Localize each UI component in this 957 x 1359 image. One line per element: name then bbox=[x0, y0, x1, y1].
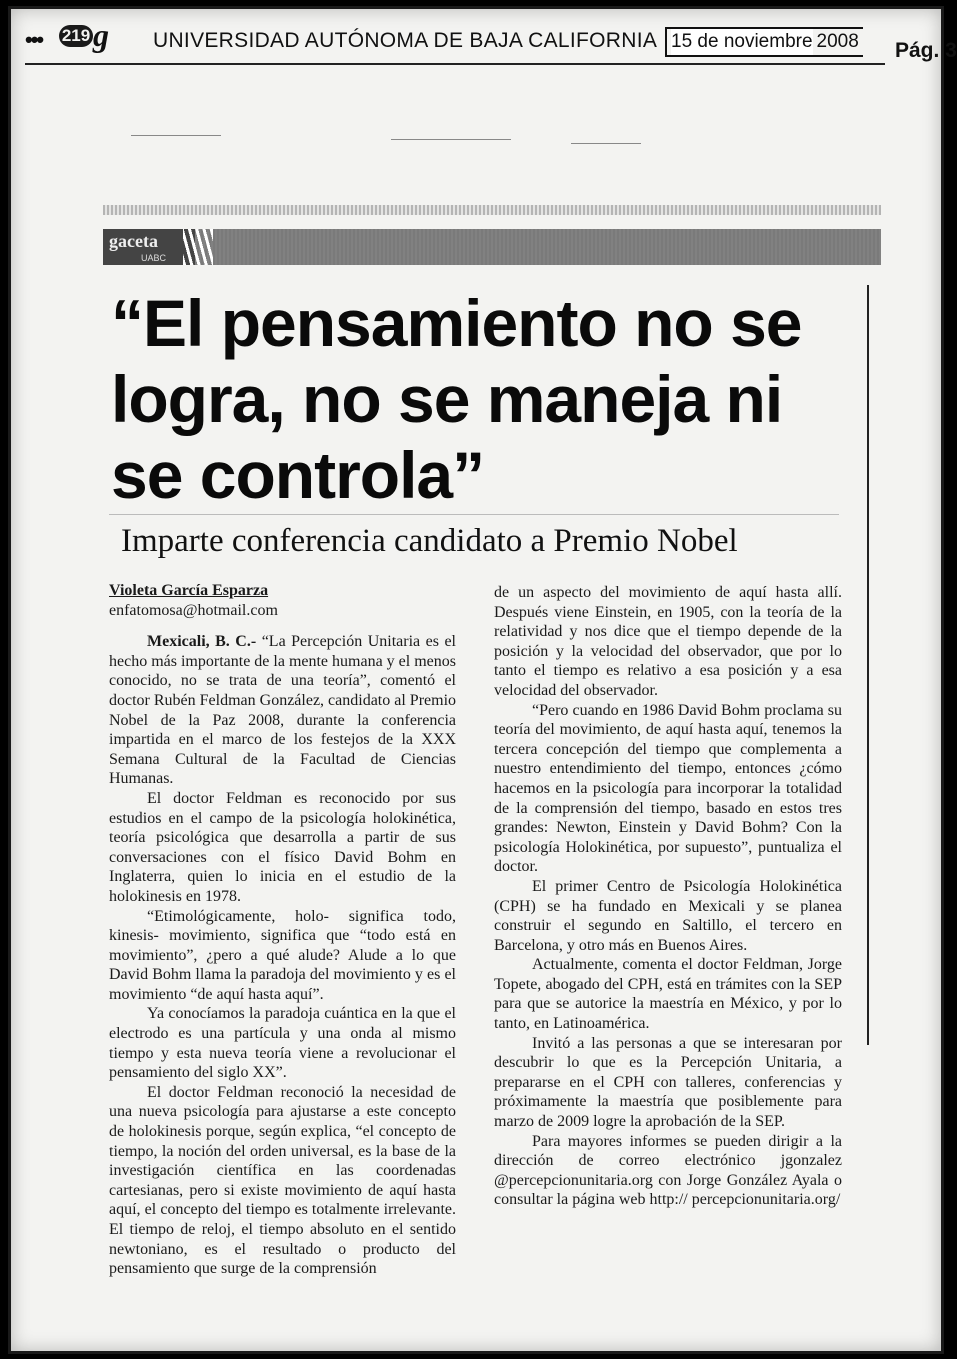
article-paragraph: Para mayores informes se pueden dirigir a la dirección de correo electrónico jgonzalez @percepcionunitaria.org con Jorge González Ayala o consultar la página web http:// percepcionunitaria.org/ bbox=[494, 1132, 842, 1209]
article-paragraph: El primer Centro de Psicología Holokinética (CPH) se ha fundado en Mexicali y se planea construir el segundo en Saltillo, el tercero en Barcelona, y otro más en Buenos Aires. bbox=[494, 877, 842, 954]
article-paragraph: “Pero cuando en 1986 David Bohm proclama su teoría del movimiento, de aquí hasta aquí, tenemos la tercera concepción del tiempo que complementa a nuestro entendimiento del tiempo, entonces ¿cómo hacemos en la psicología para incorporar la totalidad de la comprensión del tiempo, basado en estos tres grandes: Newton, Einstein y David Bohm? Con la psicología Holokinética, por supuesto”, puntualiza el doctor. bbox=[494, 701, 842, 876]
page-header bbox=[25, 17, 957, 63]
newspaper-clipping bbox=[8, 6, 957, 1354]
article-paragraph: de un aspecto del movimiento de aquí hasta allí. Después viene Einstein, en 1905, con la teoría de la relatividad y nos dice que el tiempo depende de la posición y la velocidad del observador, que por lo tanto el tiempo es relativo a esa posición y a esa velocidad del observador. bbox=[494, 584, 842, 699]
header-rule bbox=[25, 63, 885, 65]
article-column-right bbox=[494, 583, 842, 1210]
logo-stripes bbox=[183, 229, 213, 265]
article-paragraph: El doctor Feldman es reconocido por sus estudios en el campo de la psicología holokinética, teoría psicológica que desarrolla a partir de sus conversaciones con el físico David Bohm en Inglaterra, quien lo inicia en el estudio de la holokinesis en 1978. bbox=[109, 789, 456, 905]
article-subheadline: Imparte conferencia candidato a Premio Nobel bbox=[121, 523, 738, 559]
article-paragraph: Invitó a las personas a que se interesaran por descubrir lo que es la Percepción Unitaria, a prepararse en el CPH con talleres, conferencias y próximamente la maestría que posiblemente para marzo de 2009 logre la aprobación de la SEP. bbox=[494, 1034, 842, 1131]
article-paragraph bbox=[109, 632, 456, 789]
gaceta-logo-text: gaceta bbox=[109, 231, 158, 251]
article-headline: “El pensamiento no se logra, no se maneja ni se controla” bbox=[111, 286, 802, 512]
article-paragraph: Ya conocíamos la paradoja cuántica en la que el electrodo es una partícula y una onda al mismo tiempo y esta nueva teoría viene a revolucionar el pensamiento del siglo XX”. bbox=[109, 1005, 456, 1082]
header-dots: ••• bbox=[25, 27, 43, 52]
article-column-left bbox=[109, 581, 456, 1279]
paragraph-text: “La Percepción Unitaria es el hecho más importante de la mente humana y el menos conocido, no se trata de una teoría”, comentó el doctor Rubén Feldman González, candidato al Premio Nobel de la Paz 2008, durante la conferencia impartida en el marco de los festejos de la XXX Semana Cultural de la Facultad de Ciencias Humanas. bbox=[109, 633, 457, 788]
page-label: Pág. 3 bbox=[895, 39, 957, 62]
article-paragraph: Actualmente, comenta el doctor Feldman, Jorge Topete, abogado del CPH, está en trámites con la SEP para que se autorice la maestría en México, y por lo tanto, en Latinoamérica. bbox=[494, 956, 842, 1033]
gaceta-logo-subtext: UABC bbox=[141, 253, 167, 263]
author-email: enfatomosa@hotmail.com bbox=[109, 601, 278, 619]
dateline: Mexicali, B. C.- bbox=[147, 633, 257, 651]
article-paragraph: El doctor Feldman reconoció la necesidad de una nueva psicología para ajustarse a este concepto de holokinesis porque, según explica, “el concepto de tiempo, la noción del orden universal, es la base de la investigación científica en las coordenadas cartesianas, pero si existe movimiento de aquí hasta aquí, el concepto del tiempo es totalmente irrelevante. El tiempo de reloj, el tiempo absoluto en el sentido newtoniano, es el resultado o producto del pensamiento que surge de la comprensión bbox=[109, 1083, 456, 1278]
banner-texture bbox=[103, 205, 881, 215]
university-name: UNIVERSIDAD AUTÓNOMA DE BAJA CALIFORNIA bbox=[153, 29, 658, 52]
scan-speck bbox=[131, 135, 221, 136]
issue-year: 2008 bbox=[816, 31, 859, 52]
subhead-rule bbox=[109, 514, 839, 515]
issue-day-month: 15 de noviembre bbox=[671, 29, 813, 55]
article-paragraph: “Etimológicamente, holo- significa todo, kinesis- movimiento, significa que “todo está en movimiento”, ¿pero a qué alude? Alude a lo que David Bohm llama la paradoja del movimiento y es el movimiento “de aquí hasta aquí”. bbox=[109, 907, 456, 1003]
author-name: Violeta García Esparza bbox=[109, 582, 269, 599]
scan-speck bbox=[391, 139, 511, 140]
issue-date bbox=[665, 27, 863, 57]
column-rule bbox=[867, 285, 869, 1045]
issue-number-badge: 219 bbox=[59, 25, 93, 47]
gaceta-mark: g bbox=[93, 17, 109, 53]
scan-speck bbox=[571, 143, 641, 144]
section-banner bbox=[103, 229, 881, 265]
gaceta-logo bbox=[103, 229, 195, 265]
